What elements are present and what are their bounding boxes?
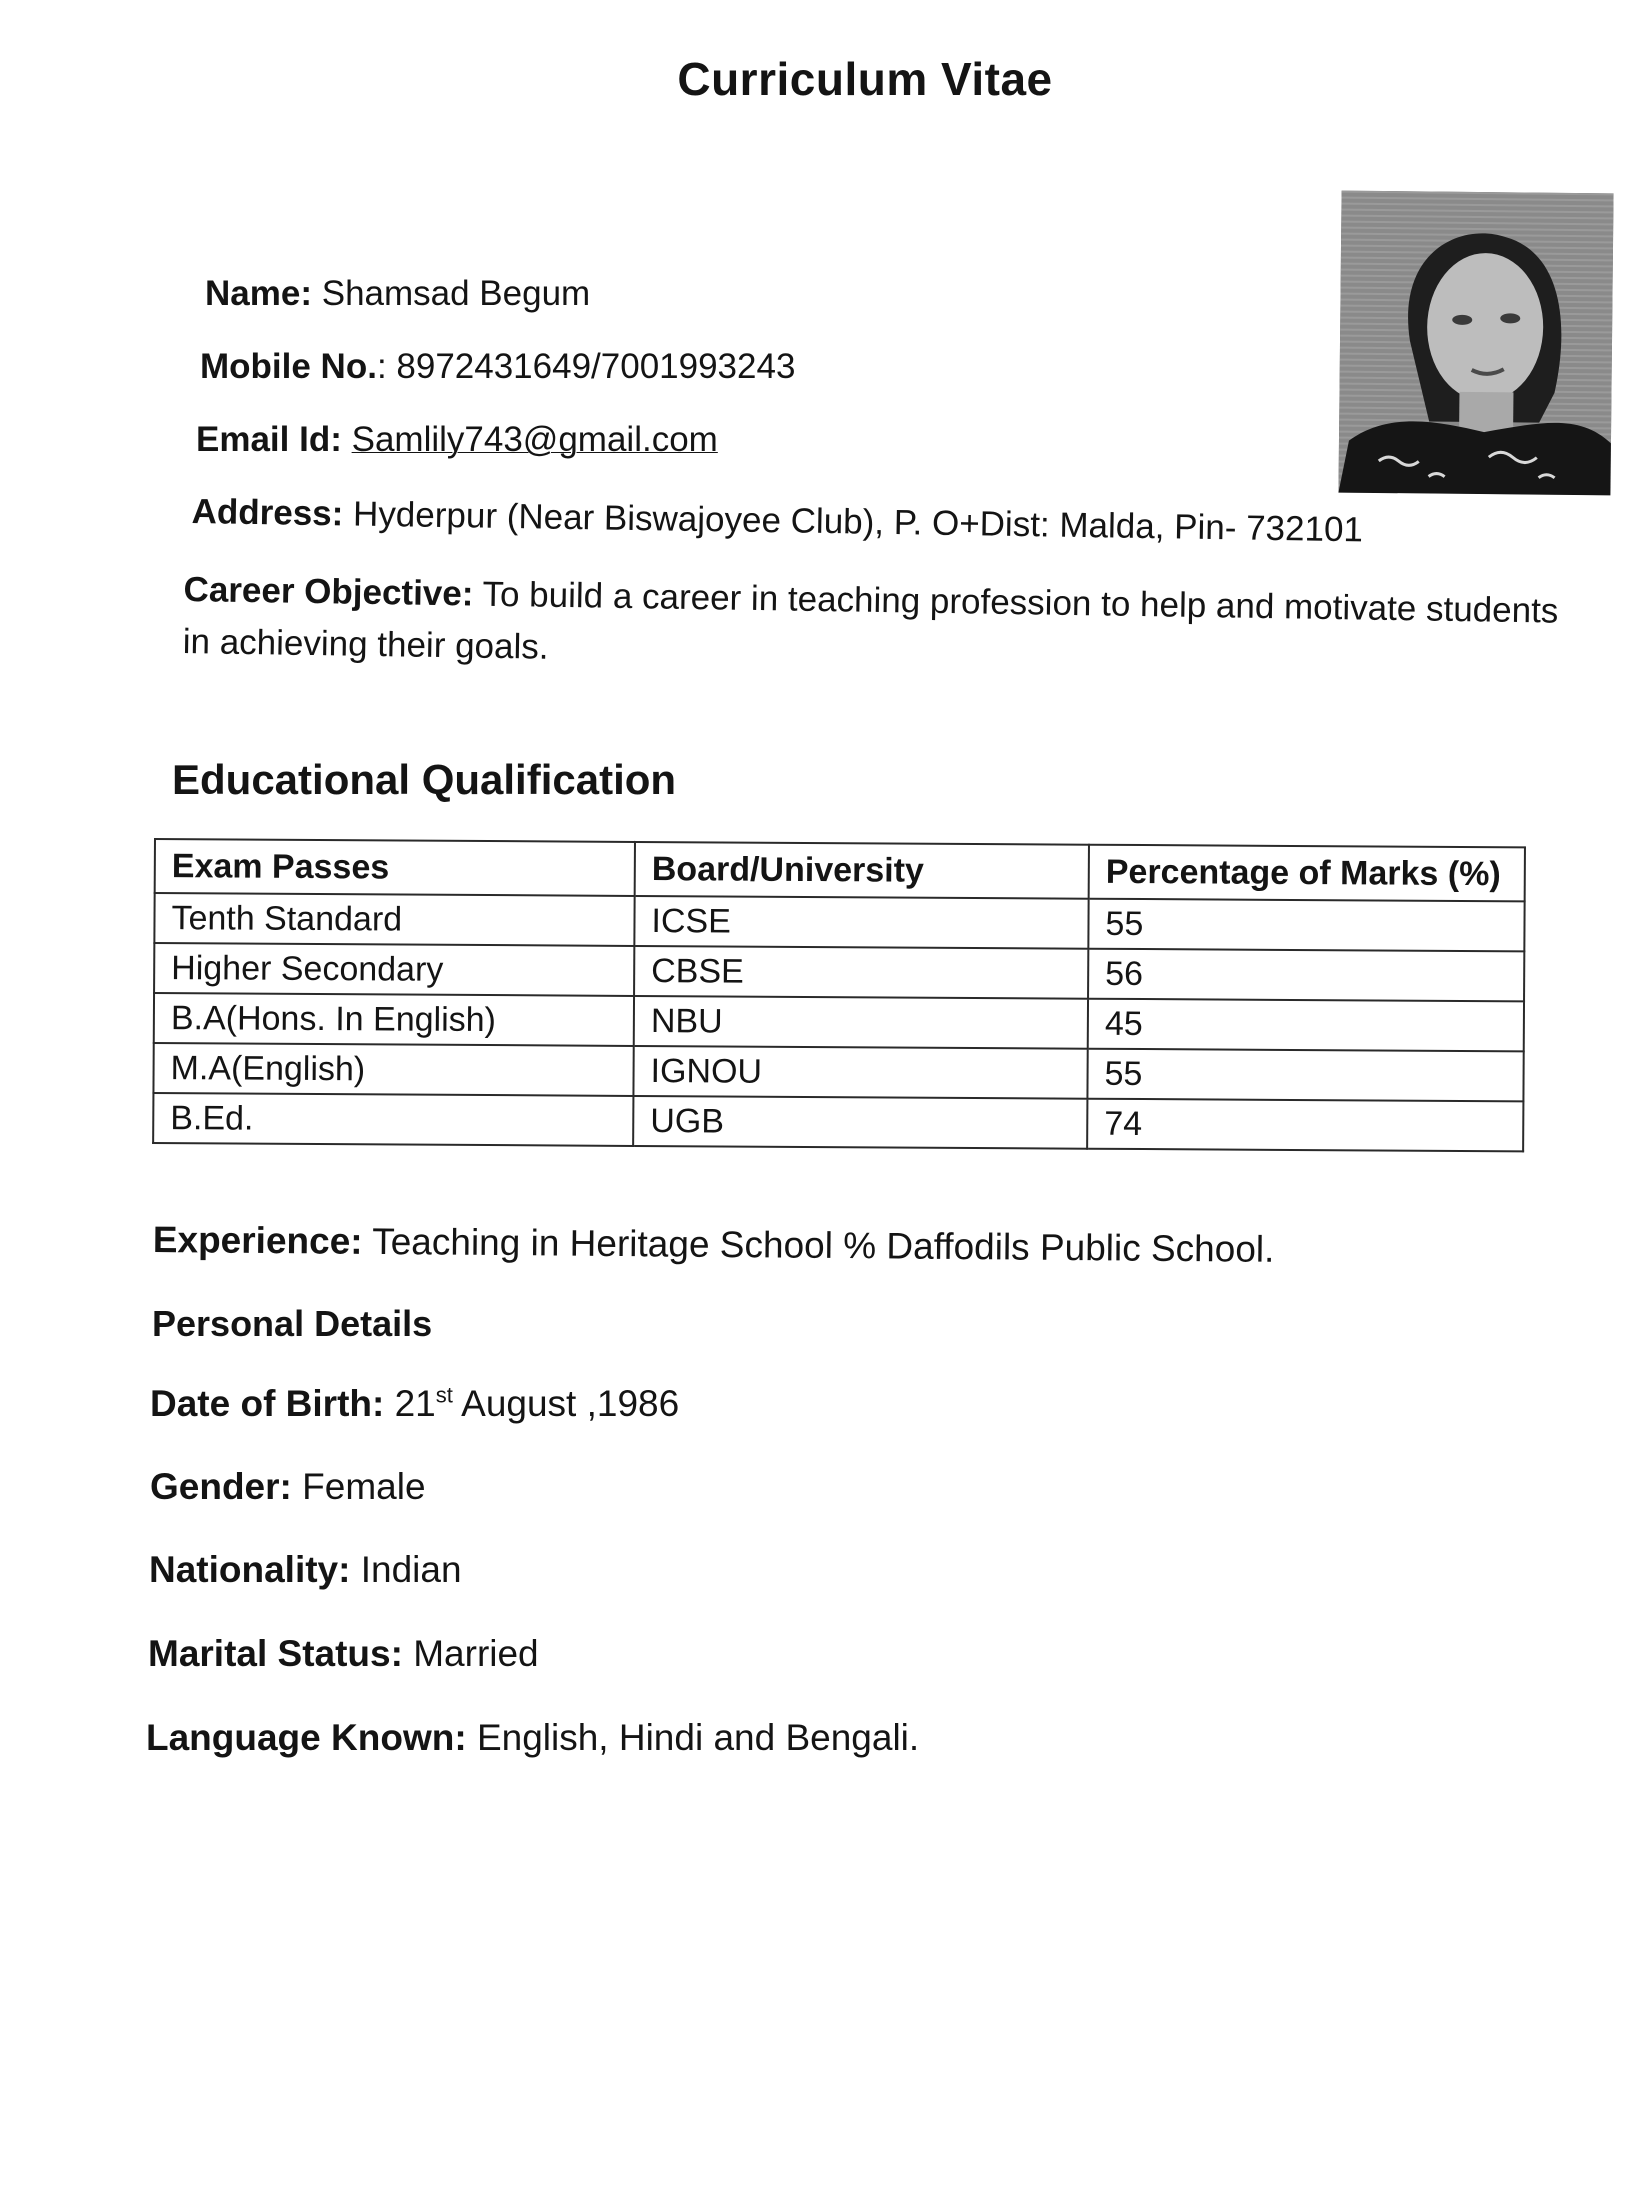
gender-field bbox=[150, 1465, 426, 1509]
education-title: Educational Qualification bbox=[172, 756, 677, 803]
mobile-field bbox=[200, 345, 795, 389]
personal-details-title-row bbox=[152, 1302, 432, 1346]
exam-cell: B.A(Hons. In English) bbox=[154, 993, 634, 1046]
experience-value: Teaching in Heritage School % Daffodils Public School. bbox=[372, 1220, 1275, 1270]
email-field bbox=[196, 418, 718, 462]
nationality-label: Nationality: bbox=[149, 1549, 351, 1590]
gender-value: Female bbox=[302, 1466, 426, 1507]
personal-details-title: Personal Details bbox=[152, 1303, 433, 1344]
page-title: Curriculum Vitae bbox=[677, 53, 1053, 105]
gender-label: Gender: bbox=[150, 1466, 292, 1507]
dob-rest: August ,1986 bbox=[461, 1383, 680, 1424]
table-row bbox=[153, 1043, 1523, 1101]
experience-field bbox=[153, 1218, 1275, 1272]
percentage-cell: 74 bbox=[1087, 1099, 1523, 1152]
marital-status-value: Married bbox=[413, 1633, 539, 1674]
exam-cell: Tenth Standard bbox=[154, 893, 634, 946]
education-table bbox=[152, 838, 1526, 1152]
table-header-row bbox=[155, 839, 1525, 901]
mobile-label: Mobile No. bbox=[200, 347, 377, 386]
language-field bbox=[146, 1716, 919, 1760]
exam-cell: Higher Secondary bbox=[154, 943, 634, 996]
address-field bbox=[191, 490, 1363, 552]
board-cell: UGB bbox=[633, 1096, 1087, 1149]
board-cell: IGNOU bbox=[633, 1046, 1087, 1099]
header-exam: Exam Passes bbox=[155, 839, 635, 896]
language-label: Language Known: bbox=[146, 1717, 467, 1758]
objective-field bbox=[182, 564, 1563, 690]
board-cell: NBU bbox=[634, 996, 1088, 1049]
language-value: English, Hindi and Bengali. bbox=[476, 1717, 920, 1758]
name-value: Shamsad Begum bbox=[321, 274, 591, 313]
mobile-value: : 8972431649/7001993243 bbox=[376, 347, 796, 386]
header-board: Board/University bbox=[635, 842, 1089, 899]
name-field bbox=[205, 272, 590, 316]
objective-label: Career Objective: bbox=[183, 569, 474, 614]
marital-status-field bbox=[148, 1632, 539, 1676]
percentage-cell: 45 bbox=[1088, 999, 1524, 1052]
nationality-value: Indian bbox=[360, 1549, 462, 1590]
header-percentage: Percentage of Marks (%) bbox=[1089, 845, 1525, 902]
address-label: Address: bbox=[191, 491, 344, 534]
table-row bbox=[154, 893, 1524, 951]
dob-label: Date of Birth: bbox=[150, 1383, 385, 1424]
experience-label: Experience: bbox=[152, 1219, 363, 1262]
email-link[interactable]: Samlily743@gmail.com bbox=[351, 420, 718, 459]
objective-value: To build a career in teaching profession to help and motivate students in achieving their goals. bbox=[182, 574, 1559, 667]
dob-field bbox=[150, 1382, 679, 1426]
profile-photo bbox=[1338, 191, 1613, 496]
email-label: Email Id: bbox=[196, 420, 342, 459]
exam-cell: M.A(English) bbox=[153, 1043, 633, 1096]
marital-status-label: Marital Status: bbox=[148, 1633, 403, 1674]
dob-day: 21 bbox=[394, 1383, 436, 1424]
percentage-cell: 55 bbox=[1088, 899, 1524, 952]
nationality-field bbox=[149, 1548, 462, 1592]
dob-suffix: st bbox=[435, 1382, 453, 1408]
name-label: Name: bbox=[205, 274, 312, 313]
board-cell: ICSE bbox=[634, 896, 1088, 949]
table-row bbox=[154, 943, 1524, 1001]
address-value: Hyderpur (Near Biswajoyee Club), P. O+Dist: Malda, Pin- 732101 bbox=[352, 494, 1364, 550]
board-cell: CBSE bbox=[634, 946, 1088, 999]
percentage-cell: 55 bbox=[1087, 1049, 1523, 1102]
table-row bbox=[153, 1093, 1523, 1151]
percentage-cell: 56 bbox=[1088, 949, 1524, 1002]
exam-cell: B.Ed. bbox=[153, 1093, 633, 1146]
table-row bbox=[154, 993, 1524, 1051]
